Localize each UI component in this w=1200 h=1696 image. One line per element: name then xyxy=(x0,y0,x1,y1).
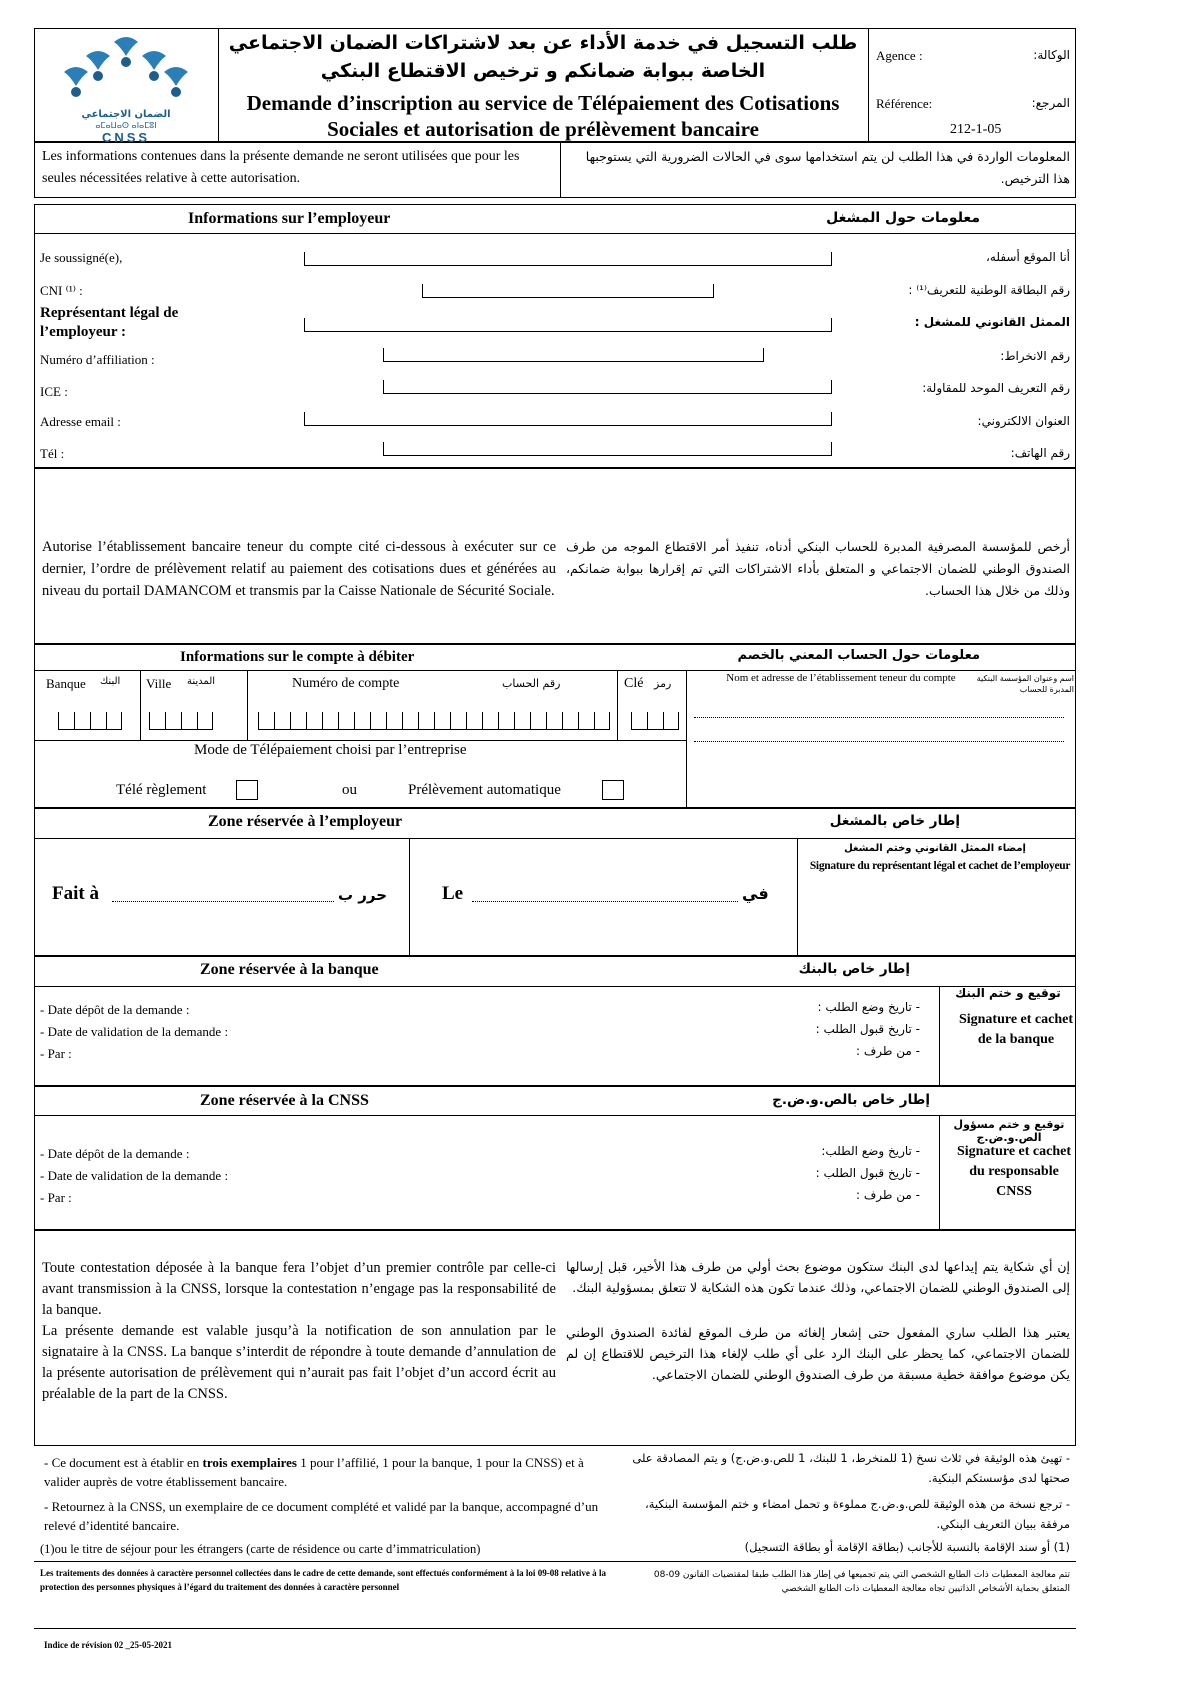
agence-label-ar: الوكالة: xyxy=(1033,48,1070,62)
cle-label: Clé xyxy=(624,676,644,691)
divider xyxy=(686,670,687,808)
fait-a-input[interactable] xyxy=(112,890,334,902)
instruction-ar-3: (1) أو سند الإقامة بالنسبة للأجانب (بطاقة الإقامة أو بطاقة التسجيل) xyxy=(744,1540,1070,1554)
instruction-fr-1 xyxy=(44,1453,600,1491)
bank-zone xyxy=(34,956,1076,1086)
bank-date-validation-label: - Date de validation de la demande : xyxy=(40,1024,229,1039)
employer-signature-area[interactable] xyxy=(800,880,1074,954)
field-email-label-ar: العنوان الالكتروني: xyxy=(977,414,1070,428)
field-soussigne-label-ar: أنا الموقع أسفله، xyxy=(986,250,1070,264)
cnss-date-depot-label-ar: - تاريخ وضع الطلب: xyxy=(821,1144,920,1158)
field-ice-label: ICE : xyxy=(40,384,68,399)
prelevement-checkbox[interactable] xyxy=(602,780,624,800)
bank-address-label-ar: اسم وعنوان المؤسسة البنكية المدبرة للحساب xyxy=(976,674,1074,694)
le-label-ar: في xyxy=(742,884,769,903)
numero-input[interactable] xyxy=(258,712,610,730)
reference-label: Référence: xyxy=(876,96,933,111)
contest-fr-2: La présente demande est valable jusqu’à la notification de son annulation par le signataire à la CNSS. La banque s’interdit de répondre à toute demande d’annulation de la présente autorisation de prélèvement qui n’aurait pas fait l’objet d’un accord écrit au préalable de la part de la CNSS. xyxy=(42,1323,556,1402)
divider xyxy=(140,670,141,740)
field-representant-label: Représentant légal de l’employeur : xyxy=(40,305,179,340)
employer-signature-ar: إمضاء الممثل القانوني وختم المشغل xyxy=(844,843,1026,854)
legal-fr: Les traitements des données à caractère personnel collectées dans le cadre de cette demande, sont effectués conformément à la loi 09-08 relative à la protection des personnes physiques à l’égard du traitement des données à caractère personnel xyxy=(40,1568,606,1592)
employer-zone-title-ar: إطار خاص بالمشغل xyxy=(829,813,960,829)
le-label: Le xyxy=(442,883,464,904)
field-tel-label: Tél : xyxy=(40,446,65,461)
cnss-logo xyxy=(56,34,196,145)
divider xyxy=(34,1115,1076,1116)
field-email-input[interactable] xyxy=(304,412,832,426)
agence-label: Agence : xyxy=(876,48,923,63)
instruction-fr-2: - Retournez à la CNSS, un exemplaire de ce document complété et validé par la banque, accompagné d’un relevé d’identité bancaire. xyxy=(44,1499,599,1533)
divider xyxy=(868,28,869,142)
divider xyxy=(34,1561,1076,1562)
bank-address-label-fr: Nom et adresse de l’établissement teneur du compte xyxy=(726,672,956,684)
fait-a-label-ar: حرر ب xyxy=(338,886,388,904)
ville-label: Ville xyxy=(146,676,172,691)
revision-index: Indice de révision 02 _25-05-2021 xyxy=(44,1640,172,1650)
instruction-fr-3: (1)ou le titre de séjour pour les étrangers (carte de résidence ou carte d’immatriculation) xyxy=(40,1542,481,1556)
cnss-par-label-ar: - من طرف : xyxy=(856,1188,920,1202)
field-tel-input[interactable] xyxy=(383,442,832,456)
cnss-date-validation-label-ar: - تاريخ قبول الطلب : xyxy=(815,1166,920,1180)
bank-zone-title-ar: إطار خاص بالبنك xyxy=(798,961,910,977)
numero-label-ar: رقم الحساب xyxy=(502,677,561,690)
bank-date-depot-label-ar: - تاريخ وضع الطلب : xyxy=(817,1000,920,1014)
divider xyxy=(34,233,1076,234)
divider xyxy=(34,740,686,741)
divider xyxy=(218,28,219,142)
bank-signature-fr: Signature et cachet de la banque xyxy=(958,1012,1074,1047)
bank-date-validation-label-ar: - تاريخ قبول الطلب : xyxy=(815,1022,920,1036)
divider xyxy=(409,838,410,956)
employer-zone-title-fr: Zone réservée à l’employeur xyxy=(208,813,403,830)
divider xyxy=(560,142,561,198)
ville-label-ar: المدينة xyxy=(187,676,216,687)
bank-zone-title-fr: Zone réservée à la banque xyxy=(200,961,379,978)
prelevement-label: Prélèvement automatique xyxy=(408,782,561,798)
numero-label: Numéro de compte xyxy=(292,676,400,691)
account-title-ar: معلومات حول الحساب المعني بالخصم xyxy=(737,648,980,663)
instruction-fr-1-bold: trois exemplaires xyxy=(202,1455,297,1470)
field-soussigne-input[interactable] xyxy=(304,252,832,266)
field-affiliation-label: Numéro d’affiliation : xyxy=(40,352,155,367)
tele-reglement-label: Télé règlement xyxy=(116,782,207,798)
field-cni-label-ar: رقم البطاقة الوطنية للتعريف⁽¹⁾ : xyxy=(908,283,1070,297)
field-ice-label-ar: رقم التعريف الموحد للمقاولة: xyxy=(922,381,1070,395)
banque-label-ar: البنك xyxy=(100,676,121,687)
title-ar-2: الخاصة ببوابة ضمانكم و ترخيص الاقتطاع البنكي xyxy=(320,60,766,82)
divider xyxy=(797,838,798,956)
ou-label: ou xyxy=(342,782,357,798)
banque-input[interactable] xyxy=(58,712,122,730)
cnss-zone-title-ar: إطار خاص بالص.و.ض.ج xyxy=(772,1092,930,1108)
notice-ar: المعلومات الواردة في هذا الطلب لن يتم استخدامها سوى في الحالات الضرورية التي يستوجبها هذا الترخيص. xyxy=(585,149,1070,186)
contest-ar-2: يعتبر هذا الطلب ساري المفعول حتى إشعار إلغائه من طرف الموقع لفائدة الصندوق الوطني للضمان الاجتماعي، كما يحظر على البنك الرد على أي طلب لإلغاء هذا الترخيص للاقتطاع إن لم يكن موضوع موافقة خطية مسبقة من طرف الصندوق الوطني للضمان الاجتماعي. xyxy=(566,1325,1070,1382)
field-representant-label-ar: الممثل القانوني للمشغل : xyxy=(914,315,1070,329)
banque-label: Banque xyxy=(46,676,86,691)
instruction-fr-1-pre: - Ce document est à établir en xyxy=(44,1455,203,1470)
cnss-signature-ar: توقيع و ختم مسؤول الص.و.ض.ج xyxy=(953,1118,1065,1144)
contest-fr-1: Toute contestation déposée à la banque fera l’objet d’un premier contrôle par celle-ci avant transmission à la CNSS, lorsque la contestation n’engage pas la responsabilité de la banque. xyxy=(42,1260,556,1318)
employer-signature-fr: Signature du représentant légal et cachet de l’employeur xyxy=(809,860,1071,872)
divider xyxy=(34,670,1076,671)
mode-label: Mode de Télépaiement choisi par l’entreprise xyxy=(194,742,467,758)
instruction-ar-2: - ترجع نسخة من هذه الوثيقة للص.و.ض.ج مملوءة و تحمل امضاء و ختم المؤسسة البنكية، مرفقة ببيان التعريف البنكي. xyxy=(645,1497,1070,1531)
divider xyxy=(247,670,248,740)
field-ice-input[interactable] xyxy=(383,380,832,394)
ville-input[interactable] xyxy=(149,712,213,730)
logo-arabic-text: الضمان الاجتماعي xyxy=(81,109,171,120)
tele-reglement-checkbox[interactable] xyxy=(236,780,258,800)
title-ar-1: طلب التسجيل في خدمة الأداء عن بعد لاشتراكات الضمان الاجتماعي xyxy=(228,32,858,54)
divider xyxy=(34,838,1076,839)
legal-ar: تتم معالجة المعطيات ذات الطابع الشخصي التي يتم تجميعها في إطار هذا الطلب طبقا لمقتضيات القانون 09-08 المتعلق بحماية الأشخاص الذاتيين تجاه معالجة المعطيات ذات الطابع الشخصي xyxy=(653,1570,1070,1594)
bank-par-label-ar: - من طرف : xyxy=(856,1044,920,1058)
title-fr-2: Sociales et autorisation de prélèvement bancaire xyxy=(327,117,759,141)
field-email-label: Adresse email : xyxy=(40,414,121,429)
divider xyxy=(939,1115,940,1230)
divider xyxy=(34,1628,1076,1629)
form-code: 212-1-05 xyxy=(950,122,1002,137)
bank-address-input-1[interactable] xyxy=(694,710,1064,718)
le-input[interactable] xyxy=(472,890,738,902)
cnss-date-validation-label: - Date de validation de la demande : xyxy=(40,1168,229,1183)
contest-ar-1: إن أي شكاية يتم إيداعها لدى البنك ستكون موضوع بحث أولي من طرف هذا الأخير، قبل إرسالها إلى الصندوق الوطني للضمان الاجتماعي، وذلك عندما تكون هذه الشكاية لا تتعلق بمسؤولية البنك. xyxy=(566,1259,1070,1295)
divider xyxy=(939,986,940,1086)
logo-figures-icon xyxy=(56,34,196,104)
instruction-fr-1-post: 1 pour l’affilié, 1 pour la banque, 1 pour la CNSS) et à valider auprès de votre établissement bancaire. xyxy=(44,1455,584,1489)
authorization-ar: أرخص للمؤسسة المصرفية المدبرة للحساب البنكي أدناه، تنفيذ أمر الاقتطاع الموجه من طرف الصندوق الوطني للضمان الاجتماعي و المتعلق بأداء الاشتراكات التي تم إقرارها ببوابة ضمانكم، وذلك من خلال هذا الحساب. xyxy=(566,539,1070,598)
field-tel-label-ar: رقم الهاتف: xyxy=(1010,446,1070,460)
cnss-zone-title-fr: Zone réservée à la CNSS xyxy=(200,1092,369,1109)
divider xyxy=(34,986,1076,987)
field-soussigne-label: Je soussigné(e), xyxy=(40,250,123,265)
instruction-ar-1: - تهيئ هذه الوثيقة في ثلاث نسخ (1 للمنخرط، 1 للبنك، 1 للص.و.ض.ج) و يتم المصادقة على صحتها لدى مؤسستكم البنكية. xyxy=(632,1451,1070,1485)
field-affiliation-input[interactable] xyxy=(383,348,764,362)
bank-address-input-2[interactable] xyxy=(694,734,1064,742)
cle-input[interactable] xyxy=(631,712,679,730)
authorization-fr: Autorise l’établissement bancaire teneur du compte cité ci-dessous à exécuter sur ce dernier, l’ordre de prélèvement relatif au paiement des cotisations dues et générées au niveau du portail DAMANCOM et transmis par la Caisse Nationale de Sécurité Sociale. xyxy=(42,539,556,599)
notice-fr: Les informations contenues dans la présente demande ne seront utilisées que pour les seules nécessitées relative à cette autorisation. xyxy=(42,149,520,186)
cnss-signature-fr: Signature et cachet du responsable CNSS xyxy=(956,1144,1072,1199)
divider xyxy=(617,670,618,740)
bank-par-label: - Par : xyxy=(40,1046,72,1061)
reference-label-ar: المرجع: xyxy=(1031,96,1070,110)
employer-title-ar: معلومات حول المشغل xyxy=(826,210,980,226)
bank-signature-ar: توقيع و ختم البنك xyxy=(955,986,1061,1000)
cle-label-ar: رمز xyxy=(654,677,672,690)
field-cni-input[interactable] xyxy=(422,284,714,298)
logo-cnss-text: CNSS xyxy=(101,130,151,145)
field-affiliation-label-ar: رقم الانخراط: xyxy=(1000,349,1070,363)
title-fr-1: Demande d’inscription au service de Télépaiement des Cotisations xyxy=(246,91,840,115)
bank-date-depot-label: - Date dépôt de la demande : xyxy=(40,1002,190,1017)
field-representant-input[interactable] xyxy=(304,318,832,332)
cnss-par-label: - Par : xyxy=(40,1190,72,1205)
field-cni-label: CNI ⁽¹⁾ : xyxy=(40,283,83,298)
logo-tifinagh-text: ⴰⵎⴰⵡⴰⵙ ⴰⵏⴰⵎⵓⵏ xyxy=(95,121,157,130)
fait-a-label: Fait à xyxy=(52,883,99,904)
cnss-date-depot-label: - Date dépôt de la demande : xyxy=(40,1146,190,1161)
account-title-fr: Informations sur le compte à débiter xyxy=(180,649,415,665)
employer-title-fr: Informations sur l’employeur xyxy=(188,210,391,227)
